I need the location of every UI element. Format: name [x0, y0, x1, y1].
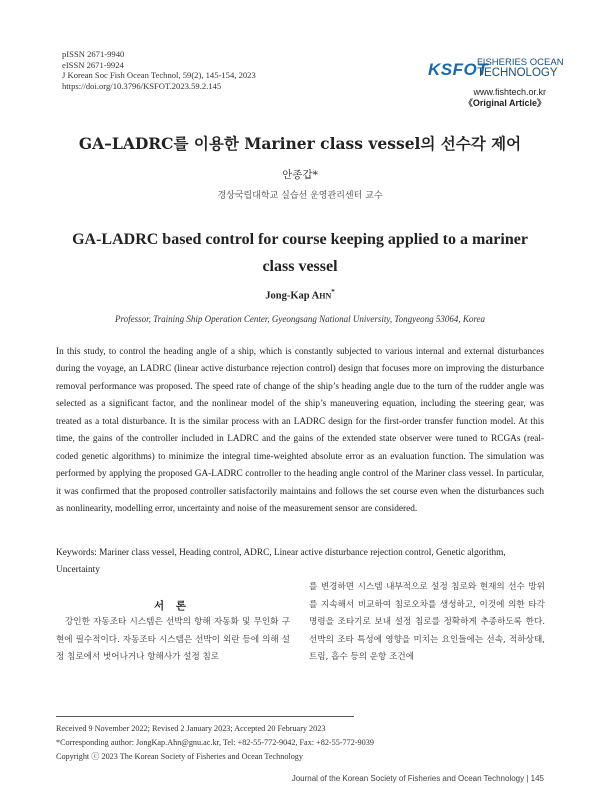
logo-line2: TECHNOLOGY: [477, 67, 558, 79]
section-heading-introduction: 서 론: [154, 600, 190, 612]
english-title-line2: class vessel: [262, 258, 338, 275]
article-type: 《Original Article》: [463, 98, 546, 108]
received-dates: Received 9 November 2022; Revised 2 January 2023; Accepted 20 February 2023: [56, 724, 326, 733]
author-mark: *: [331, 288, 335, 296]
website-link[interactable]: www.fishtech.or.kr: [473, 87, 546, 97]
abstract: In this study, to control the heading angle of a ship, which is constantly subjected to various internal and external disturbances during the voyage, an LADRC (linear active disturbance rejection control) design that focuses more on improving the disturbance removal performance was proposed. The speed rate of change of the ship’s heading angle due to the turn of the rudder angle was selected as a significant factor, and the nonlinear model of the ship’s maneuvering equation, including the steering gear, was treated as a total disturbance. It is the similar process with an LADRC design for the first-order transfer function model. At this time, the gains of the controller included in LADRC and the gains of the extended state observer were tuned to RCGAs (real-coded genetic algorithms) to minimize the integral time-weighted absolute error as an evaluation function. The simulation was performed by applying the proposed GA-LADRC controller to the heading angle control of the Mariner class vessel. In particular, it was confirmed that the proposed controller satisfactorily maintains and follows the set course even when the disturbances such as nonlinearity, modelling error, uncertainty and noise of the measurement sensor are considered.: [56, 347, 544, 515]
doi-link[interactable]: https://doi.org/10.3796/KSFOT.2023.59.2.145: [62, 80, 222, 91]
citation: J Korean Soc Fish Ocean Technol, 59(2), 145-154, 2023: [62, 70, 256, 81]
journal-logo: [428, 50, 564, 82]
logo-wordmark: [477, 57, 564, 79]
eissn: eISSN 2671-9924: [62, 59, 124, 70]
author-name-smallcaps: HN: [319, 291, 332, 301]
journal-meta: [62, 49, 256, 91]
pissn: pISSN 2671-9940: [62, 49, 125, 59]
keywords-label: Keywords:: [56, 548, 97, 558]
author-name: Jong-Kap A: [265, 290, 320, 302]
korean-title: GA–LADRC를 이용한 Mariner class vessel의 선수각 제어: [78, 134, 522, 153]
ksfot-logo-mark: KSFOT: [428, 60, 489, 79]
body-column-left: [56, 614, 290, 667]
corresponding-author: *Corresponding author: JongKap.Ahn@gnu.ac.kr, Tel: +82-55-772-9042, Fax: +82-55-772-9039: [56, 738, 374, 748]
korean-author: 안종갑*: [282, 169, 318, 181]
body-right-text: 를 변경하면 시스템 내부적으로 설정 침로와 현재의 선수 방위를 지속해서 비교하여 침로오차를 생성하고, 이것에 의한 타각 명령을 조타기로 보내 설정 침로를 정확하게 추종하도록 한다. 선박의 조타 특성에 영향을 미치는 요인들에는 선속, 적하상태, 트림, 흡수 등의 운항 조건에: [309, 582, 545, 662]
body-column-right: [309, 579, 545, 667]
korean-affiliation: 경상국립대학교 실습선 운영관리센터 교수: [217, 191, 383, 201]
english-author: [0, 288, 600, 302]
keywords-text: Mariner class vessel, Heading control, ADRC, Linear active disturbance rejection control, Genetic algorithm, Uncertainty: [56, 548, 506, 575]
footnotes: [56, 722, 374, 765]
body-left-text: 강인한 자동조타 시스템은 선박의 항해 자동화 및 무인화 구현에 필수적이다. 자동조타 시스템은 선박이 외란 등에 의해 설정 침로에서 벗어나거나 항해사가 설정 침로: [56, 617, 290, 662]
english-title-line1: GA-LADRC based control for course keeping applied to a mariner: [72, 231, 528, 248]
keywords: [56, 545, 544, 579]
english-affiliation: Professor, Training Ship Operation Center, Gyeongsang National University, Tongyeong 53064, Korea: [114, 314, 485, 324]
copyright: Copyright ⓒ 2023 The Korean Society of Fisheries and Ocean Technology: [56, 752, 303, 762]
english-title: [70, 226, 530, 280]
footnote-divider: [56, 716, 354, 717]
page-footer: Journal of the Korean Society of Fisheries and Ocean Technology | 145: [291, 774, 544, 783]
logo-line1: FISHERIES OCEAN: [477, 57, 564, 68]
journal-site-block: [448, 87, 546, 109]
